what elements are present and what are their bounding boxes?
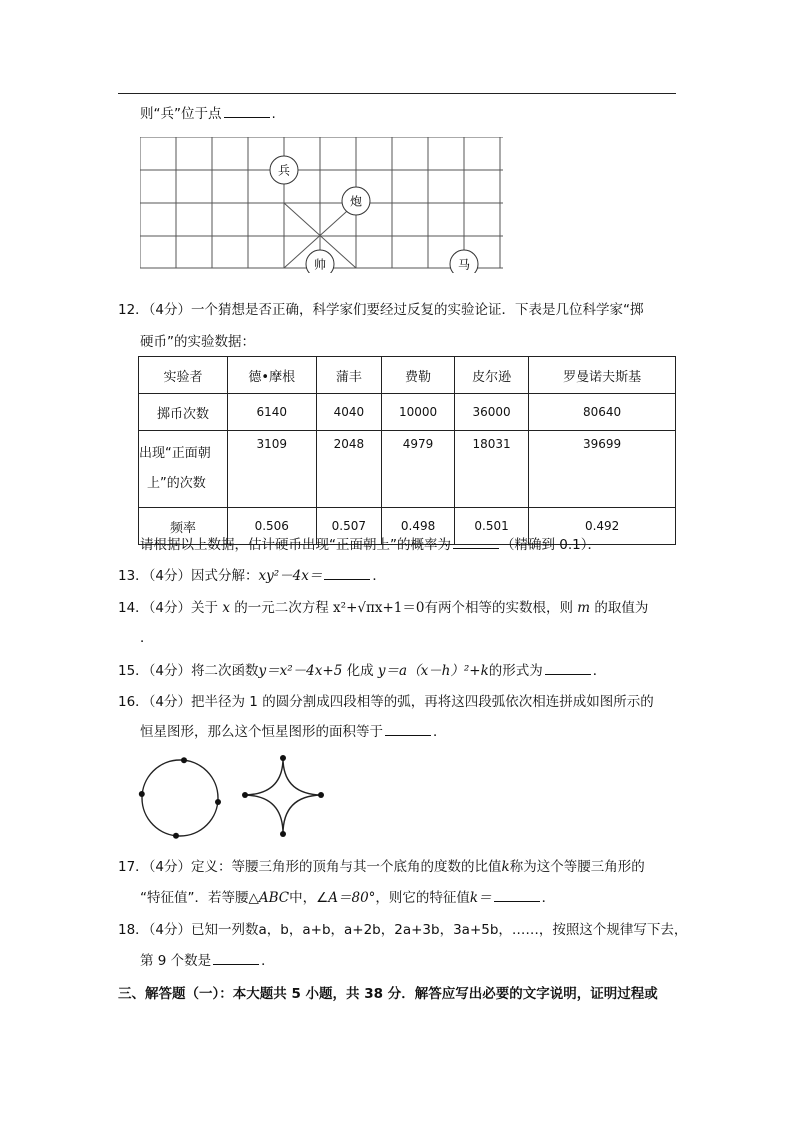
q14-var-m: m <box>577 600 591 616</box>
star-figure <box>242 755 324 837</box>
table-cell: 18031 <box>454 431 528 508</box>
q13-end: ． <box>372 568 386 584</box>
table-cell: 80640 <box>529 394 676 431</box>
q16-end: ． <box>433 724 447 740</box>
q12-line2: 硬币”的实验数据： <box>140 334 255 350</box>
q15-expression: y＝a（x－h）²+k <box>377 663 489 679</box>
table-header-row <box>139 357 676 394</box>
chess-board-figure <box>140 137 504 277</box>
piece-label: 炮 <box>349 194 363 209</box>
table-cell: 39699 <box>529 431 676 508</box>
q18-line2 <box>140 951 275 971</box>
table-row <box>139 431 676 508</box>
q17-angle: A＝80° <box>328 890 376 906</box>
coin-toss-table <box>138 356 676 545</box>
table-cell: 10000 <box>382 394 455 431</box>
q17-triangle: ABC <box>258 890 290 906</box>
q15-text: 化成 <box>346 663 374 679</box>
table-cell: 4979 <box>382 431 455 508</box>
answer-blank <box>224 104 270 118</box>
table-header-cell: 德•摩根 <box>228 357 317 394</box>
q18-line1: 18．（4分）已知一列数a，b，a+b，a+2b，2a+3b，3a+5b，……，按照这个规律写下去， <box>118 922 688 938</box>
q11-end: . <box>271 106 276 122</box>
table-cell: 0.501 <box>454 508 528 545</box>
q15 <box>118 661 606 681</box>
q14-text: 有两个相等的实数根，则 <box>424 600 573 616</box>
q17-text: 称为这个等腰三角形的 <box>509 859 645 875</box>
q14-text: 的一元二次方程 <box>234 600 329 616</box>
q12-line1: 12．（4分）一个猜想是否正确，科学家们要经过反复的实验论证．下表是几位科学家“掷 <box>118 302 644 318</box>
q17-end: ． <box>541 890 556 906</box>
table-header-cell: 费勒 <box>382 357 455 394</box>
q17-text: 中，∠ <box>289 890 329 906</box>
chess-piece-pao <box>342 187 370 215</box>
piece-label: 帅 <box>313 257 327 272</box>
circle-and-star-svg <box>136 752 336 846</box>
table-header-cell: 罗曼诺夫斯基 <box>529 357 676 394</box>
answer-blank <box>385 722 431 736</box>
q17-line2 <box>140 888 555 908</box>
q16-figures <box>136 752 336 850</box>
q12-question-text: 请根据以上数据，估计硬币出现“正面朝上”的概率为 <box>140 537 451 553</box>
q12-question-suffix: （精确到 0.1）． <box>501 537 602 553</box>
table-cell: 3109 <box>228 431 317 508</box>
table-header-cell: 皮尔逊 <box>454 357 528 394</box>
answer-blank <box>494 888 540 902</box>
q15-expression: y＝x²－4x+5 <box>258 663 343 679</box>
row-label <box>139 431 228 508</box>
row-label: 掷币次数 <box>139 394 228 431</box>
table-cell: 4040 <box>316 394 382 431</box>
answer-blank <box>213 951 259 965</box>
q14-suffix: 的取值为 <box>594 600 649 616</box>
table-cell: 0.506 <box>228 508 317 545</box>
q16-line2 <box>140 722 447 742</box>
q15-suffix: 的形式为 <box>488 663 543 679</box>
table-cell: 6140 <box>228 394 317 431</box>
answer-blank <box>545 661 591 675</box>
answer-blank <box>324 566 370 580</box>
row-label-line: 上”的次数 <box>147 476 206 491</box>
table-cell: 2048 <box>316 431 382 508</box>
q16-line1: 16．（4分）把半径为 1 的圆分割成四段相等的弧，再将这四段弧依次相连拼成如图所示的 <box>118 694 654 710</box>
q18-text: 第 9 个数是 <box>140 953 212 969</box>
q14-var-x: x <box>222 600 230 616</box>
q14 <box>118 598 648 618</box>
q17-text: 17．（4分）定义：等腰三角形的顶角与其一个底角的度数的比值 <box>118 859 502 875</box>
piece-label: 兵 <box>277 163 291 178</box>
chess-piece-bing <box>270 156 298 184</box>
q14-prefix: 14．（4分）关于 <box>118 600 219 616</box>
q14-line2: ． <box>140 630 154 646</box>
q14-equation: x²+√πx+1＝0 <box>333 600 425 616</box>
row-label-line: 出现“正面朝 <box>139 446 211 461</box>
table-header-cell: 实验者 <box>139 357 228 394</box>
q11-tail <box>140 104 276 124</box>
chess-piece-ma <box>450 250 478 273</box>
q13-expression: xy²－4x＝ <box>258 568 323 584</box>
q13 <box>118 566 386 586</box>
q13-prefix: 13．（4分）因式分解： <box>118 568 259 584</box>
piece-label: 马 <box>457 257 471 272</box>
table-cell: 36000 <box>454 394 528 431</box>
answer-blank <box>453 535 499 549</box>
q18-end: ． <box>261 953 275 969</box>
q17-text: ，则它的特征值 <box>375 890 470 906</box>
chess-piece-shuai <box>306 250 334 273</box>
table-cell: 0.498 <box>382 508 455 545</box>
q15-end: ． <box>592 663 607 679</box>
q16-text: 恒星图形，那么这个恒星图形的面积等于 <box>140 724 383 740</box>
q12-question <box>140 535 601 555</box>
row-label: 频率 <box>139 508 228 545</box>
section-heading: 三、解答题（一）：本大题共 5 小题，共 38 分．解答应写出必要的文字说明，证明过程或 <box>118 986 658 1002</box>
q17-var-k: k <box>501 859 510 875</box>
q17-line1 <box>118 857 645 877</box>
q15-prefix: 15．（4分）将二次函数 <box>118 663 259 679</box>
chess-board-svg <box>140 137 504 273</box>
header-rule <box>118 93 676 94</box>
q17-text: “特征值”．若等腰△ <box>140 890 259 906</box>
table-row <box>139 394 676 431</box>
divided-circle-figure <box>139 757 221 839</box>
table-cell: 0.507 <box>316 508 382 545</box>
q11-text: 则“兵”位于点 <box>140 106 222 122</box>
q17-k-eq: k＝ <box>469 890 492 906</box>
table-header-cell: 蒲丰 <box>316 357 382 394</box>
table-cell: 0.492 <box>529 508 676 545</box>
